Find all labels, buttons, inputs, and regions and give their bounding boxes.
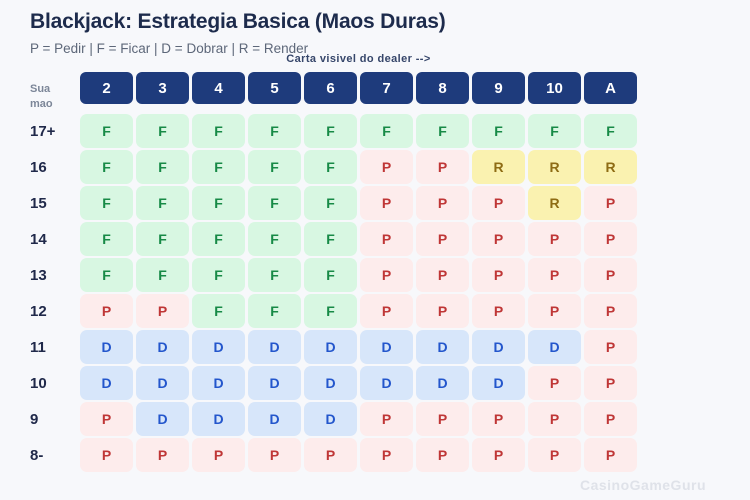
action-cell: P bbox=[584, 402, 637, 436]
row-label-8minus: 8- bbox=[30, 446, 44, 464]
dealer-card-header-7: 7 bbox=[360, 72, 413, 104]
action-cell: P bbox=[80, 294, 133, 328]
action-cell: F bbox=[248, 114, 301, 148]
strategy-grid bbox=[30, 72, 637, 472]
action-cell: P bbox=[360, 294, 413, 328]
action-cell: F bbox=[136, 222, 189, 256]
action-cell: D bbox=[192, 402, 245, 436]
action-cell: P bbox=[528, 402, 581, 436]
action-cell: P bbox=[80, 402, 133, 436]
dealer-card-header-2: 2 bbox=[80, 72, 133, 104]
action-cell: P bbox=[416, 438, 469, 472]
row-label-16: 16 bbox=[30, 158, 47, 176]
action-cell: F bbox=[248, 294, 301, 328]
action-cell: P bbox=[584, 330, 637, 364]
action-cell: F bbox=[416, 114, 469, 148]
hand-axis-label-line2: mao bbox=[30, 98, 53, 110]
action-cell: F bbox=[136, 258, 189, 292]
action-cell: D bbox=[528, 330, 581, 364]
action-cell: F bbox=[304, 186, 357, 220]
legend-text: P = Pedir | F = Ficar | D = Dobrar | R = Render bbox=[30, 41, 309, 56]
action-cell: P bbox=[472, 294, 525, 328]
action-cell: P bbox=[360, 150, 413, 184]
action-cell: D bbox=[360, 330, 413, 364]
dealer-card-header-10: 10 bbox=[528, 72, 581, 104]
action-cell: P bbox=[136, 294, 189, 328]
action-cell: D bbox=[360, 366, 413, 400]
action-cell: F bbox=[136, 150, 189, 184]
action-cell: P bbox=[416, 150, 469, 184]
action-cell: D bbox=[136, 366, 189, 400]
action-cell: P bbox=[416, 222, 469, 256]
action-cell: P bbox=[416, 294, 469, 328]
action-cell: P bbox=[360, 438, 413, 472]
action-cell: P bbox=[472, 222, 525, 256]
action-cell: F bbox=[248, 150, 301, 184]
action-cell: F bbox=[304, 222, 357, 256]
action-cell: P bbox=[360, 222, 413, 256]
action-cell: P bbox=[472, 402, 525, 436]
action-cell: P bbox=[584, 258, 637, 292]
action-cell: P bbox=[584, 366, 637, 400]
action-cell: F bbox=[248, 258, 301, 292]
action-cell: P bbox=[472, 186, 525, 220]
action-cell: D bbox=[248, 330, 301, 364]
action-cell: P bbox=[80, 438, 133, 472]
dealer-card-axis-label: Carta visivel do dealer --> bbox=[286, 53, 431, 65]
action-cell: F bbox=[192, 258, 245, 292]
action-cell: F bbox=[192, 222, 245, 256]
action-cell: P bbox=[584, 186, 637, 220]
action-cell: F bbox=[192, 150, 245, 184]
dealer-card-header-a: A bbox=[584, 72, 637, 104]
action-cell: F bbox=[528, 114, 581, 148]
action-cell: D bbox=[416, 330, 469, 364]
action-cell: D bbox=[136, 402, 189, 436]
action-cell: P bbox=[584, 438, 637, 472]
action-cell: D bbox=[136, 330, 189, 364]
action-cell: P bbox=[472, 438, 525, 472]
action-cell: P bbox=[360, 186, 413, 220]
row-label-13: 13 bbox=[30, 266, 47, 284]
action-cell: D bbox=[304, 330, 357, 364]
action-cell: P bbox=[584, 222, 637, 256]
dealer-card-header-5: 5 bbox=[248, 72, 301, 104]
dealer-card-header-3: 3 bbox=[136, 72, 189, 104]
action-cell: P bbox=[304, 438, 357, 472]
row-label-10: 10 bbox=[30, 374, 47, 392]
action-cell: F bbox=[80, 222, 133, 256]
action-cell: D bbox=[248, 402, 301, 436]
page-title: Blackjack: Estrategia Basica (Maos Duras) bbox=[30, 10, 446, 33]
watermark: CasinoGameGuru bbox=[579, 477, 706, 493]
row-label-14: 14 bbox=[30, 230, 47, 248]
dealer-card-header-9: 9 bbox=[472, 72, 525, 104]
action-cell: D bbox=[192, 366, 245, 400]
dealer-card-header-8: 8 bbox=[416, 72, 469, 104]
row-label-17plus: 17+ bbox=[30, 122, 56, 140]
action-cell: F bbox=[248, 186, 301, 220]
dealer-card-header-4: 4 bbox=[192, 72, 245, 104]
action-cell: F bbox=[192, 186, 245, 220]
action-cell: P bbox=[528, 222, 581, 256]
action-cell: P bbox=[192, 438, 245, 472]
action-cell: D bbox=[304, 402, 357, 436]
action-cell: P bbox=[584, 294, 637, 328]
action-cell: P bbox=[360, 258, 413, 292]
action-cell: P bbox=[360, 402, 413, 436]
action-cell: F bbox=[136, 114, 189, 148]
action-cell: P bbox=[528, 438, 581, 472]
action-cell: R bbox=[528, 186, 581, 220]
row-label-9: 9 bbox=[30, 410, 39, 428]
action-cell: F bbox=[80, 150, 133, 184]
action-cell: P bbox=[528, 366, 581, 400]
action-cell: P bbox=[472, 258, 525, 292]
action-cell: P bbox=[416, 186, 469, 220]
action-cell: D bbox=[248, 366, 301, 400]
action-cell: D bbox=[80, 330, 133, 364]
action-cell: F bbox=[80, 114, 133, 148]
action-cell: F bbox=[80, 186, 133, 220]
action-cell: R bbox=[528, 150, 581, 184]
action-cell: R bbox=[472, 150, 525, 184]
action-cell: F bbox=[192, 114, 245, 148]
action-cell: P bbox=[248, 438, 301, 472]
action-cell: F bbox=[80, 258, 133, 292]
row-label-12: 12 bbox=[30, 302, 47, 320]
action-cell: D bbox=[472, 366, 525, 400]
action-cell: F bbox=[584, 114, 637, 148]
action-cell: R bbox=[584, 150, 637, 184]
action-cell: F bbox=[472, 114, 525, 148]
action-cell: F bbox=[304, 294, 357, 328]
row-label-11: 11 bbox=[30, 338, 46, 356]
action-cell: P bbox=[528, 258, 581, 292]
action-cell: F bbox=[304, 150, 357, 184]
hand-axis-label-line1: Sua bbox=[30, 83, 51, 95]
action-cell: F bbox=[136, 186, 189, 220]
action-cell: F bbox=[360, 114, 413, 148]
action-cell: D bbox=[416, 366, 469, 400]
action-cell: D bbox=[304, 366, 357, 400]
action-cell: F bbox=[304, 258, 357, 292]
action-cell: D bbox=[80, 366, 133, 400]
action-cell: P bbox=[136, 438, 189, 472]
hand-axis-label bbox=[30, 72, 77, 112]
action-cell: P bbox=[416, 258, 469, 292]
action-cell: F bbox=[192, 294, 245, 328]
action-cell: D bbox=[192, 330, 245, 364]
action-cell: F bbox=[248, 222, 301, 256]
action-cell: P bbox=[528, 294, 581, 328]
action-cell: P bbox=[416, 402, 469, 436]
action-cell: D bbox=[472, 330, 525, 364]
row-label-15: 15 bbox=[30, 194, 47, 212]
dealer-card-header-6: 6 bbox=[304, 72, 357, 104]
action-cell: F bbox=[304, 114, 357, 148]
